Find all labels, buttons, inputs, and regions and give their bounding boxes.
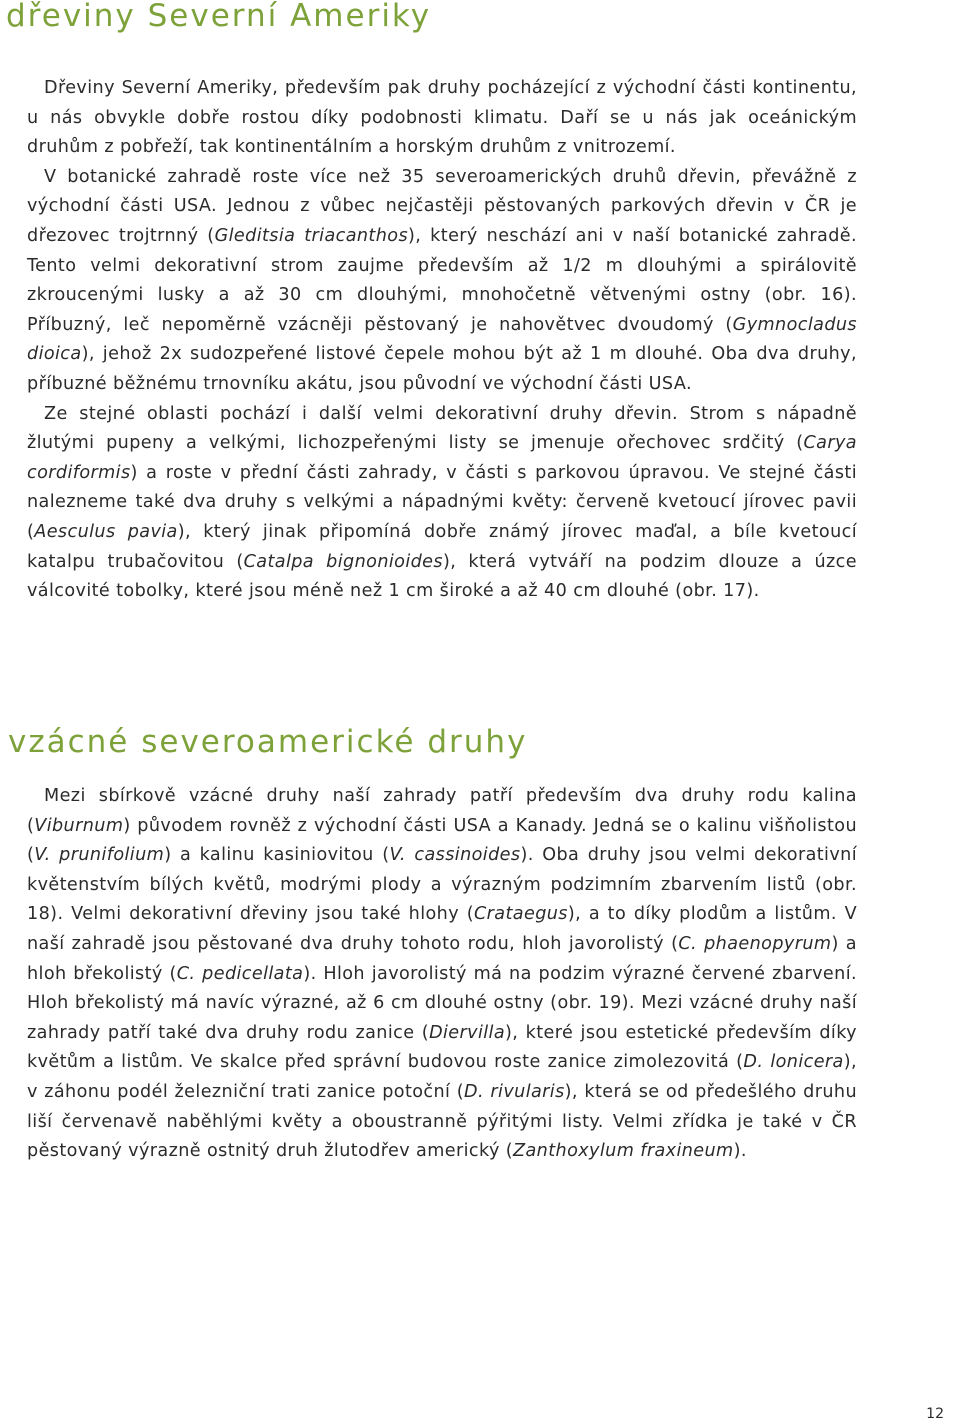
latin-name: Diervilla: [429, 1022, 506, 1043]
text-run: ) a hloh břekolistý (: [27, 933, 857, 984]
text-run: ), který jinak připomíná dobře známý jírovec maďal, a bíle kvetoucí katalpu trubačovitou (: [27, 521, 857, 572]
text-run: ). Oba druhy jsou velmi dekorativní květenstvím bílých květů, modrými plody a výrazným podzimním zbarvením listů (obr. 18). Velmi dekorativní dřeviny jsou také hlohy (: [27, 845, 857, 925]
text-run: ).: [733, 1141, 747, 1162]
text-run: ). Hloh javorolistý má na podzim výrazné červené zbarvení. Hloh břekolistý má navíc výrazné, až 6 cm dlouhé ostny (obr. 19). Mezi vzácné druhy naší zahrady patří také dva druhy rodu zanice (: [27, 963, 857, 1043]
latin-name: C. pedicellata: [176, 963, 304, 984]
paragraph-botanical-garden: [27, 163, 857, 400]
paragraph-intro: [27, 74, 857, 163]
page-number: 12: [926, 1406, 944, 1422]
latin-name: V. prunifolium: [34, 845, 165, 866]
section-body-north-american-trees: [27, 74, 857, 607]
text-run: ), které jsou estetické především díky květům a listům. Ve skalce před správní budovou roste zanice zimolezovitá (: [27, 1022, 857, 1073]
latin-name: Aesculus pavia: [34, 521, 178, 542]
latin-name: D. lonicera: [743, 1052, 844, 1073]
text-run: ), a to díky plodům a listům. V naší zahradě jsou pěstované dva druhy tohoto rodu, hloh javorolistý (: [27, 904, 858, 954]
latin-name: C. phaenopyrum: [678, 933, 832, 954]
section-body-rare-species: [27, 782, 857, 1167]
text-run: ), která se od předešlého druhu liší červenavě naběhlými květy a oboustranně pýřitými listy. Velmi zřídka je také v ČR pěstovaný výrazně ostnitý druh žlutodřev americký (: [27, 1081, 857, 1162]
text-run: Mezi sbírkově vzácné druhy naší zahrady patří především dva druhy rodu kalina (: [27, 786, 857, 836]
section-heading-rare-species: vzácné severoamerické druhy: [8, 724, 528, 760]
latin-name: V. cassinoides: [389, 845, 521, 866]
text-run: V botanické zahradě roste více než 35 severoamerických druhů dřevin, převážně z východní části USA. Jednou z vůbec nejčastěji pěstovaných parkových dřevin v ČR je dřezovec trojtrnný (: [27, 166, 857, 246]
latin-name: Carya cordiformis: [27, 433, 857, 483]
latin-name: Crataegus: [473, 904, 568, 925]
text-run: ) a roste v přední části zahrady, v části s parkovou úpravou. Ve stejné části nalezneme také dva druhy s velkými a nápadnými květy: červeně kvetoucí jírovec pavii (: [27, 462, 857, 542]
latin-name: D. rivularis: [464, 1081, 565, 1102]
text-run: ), která vytváří na podzim dlouze a úzce válcovité tobolky, které jsou méně než 1 cm široké a až 40 cm dlouhé (obr. 17).: [27, 551, 857, 602]
paragraph-rare-species: [27, 782, 857, 1167]
text-run: ), v záhonu podél železniční trati zanice potoční (: [27, 1052, 857, 1102]
text-run: Dřeviny Severní Ameriky, především pak druhy pocházející z východní části kontinentu, u nás obvykle dobře rostou díky podobnosti klimatu. Daří se u nás jak oceánickým druhům z pobřeží, tak kontinentálním a horským druhům z vnitrozemí.: [27, 78, 857, 158]
text-run: ), jehož 2x sudozpeřené listové čepele mohou být až 1 m dlouhé. Oba dva druhy, příbuzné běžnému trnovníku akátu, jsou původní ve východní části USA.: [27, 344, 857, 394]
paragraph-decorative-species: [27, 400, 857, 607]
latin-name: Gleditsia triacanthos: [214, 225, 409, 246]
text-run: Ze stejné oblasti pochází i další velmi dekorativní druhy dřevin. Strom s nápadně žlutými pupeny a velkými, lichozpeřenými listy se jmenuje ořechovec srdčitý (: [27, 403, 857, 454]
latin-name: Zanthoxylum fraxineum: [513, 1141, 734, 1162]
text-run: ) původem rovněž z východní části USA a Kanady. Jedná se o kalinu višňolistou (: [27, 815, 857, 866]
latin-name: Catalpa bignonioides: [243, 551, 443, 572]
text-run: ) a kalinu kasiniovitou (: [164, 845, 390, 866]
latin-name: Viburnum: [34, 815, 124, 836]
text-run: ), který neschází ani v naší botanické zahradě. Tento velmi dekorativní strom zaujme především až 1/2 m dlouhými a spirálovitě zkroucenými lusky a až 30 cm dlouhými, mnohočetně větvenými ostny (obr. 16). Příbuzný, leč nepoměrně vzácněji pěstovaný je nahovětvec dvoudomý (: [27, 225, 857, 335]
section-heading-north-american-trees: dřeviny Severní Ameriky: [6, 0, 432, 34]
latin-name: Gymnocladus dioica: [27, 314, 857, 365]
